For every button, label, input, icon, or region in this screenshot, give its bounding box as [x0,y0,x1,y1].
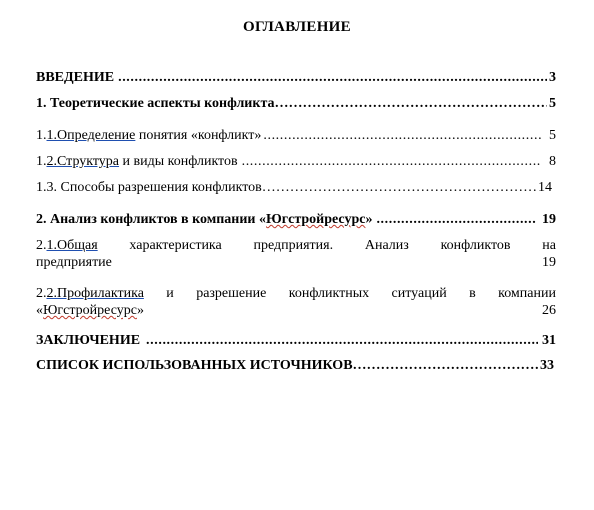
toc-entry-intro[interactable] [36,70,556,86]
company-name: Югстройресурс [266,212,366,227]
toc-page-number: 3 [549,70,556,85]
company-name: Югстройресурс [43,303,137,318]
toc-label: ЗАКЛЮЧЕНИЕ [36,333,141,348]
toc-entry-chapter-1[interactable] [36,96,556,112]
toc-link[interactable]: 2.Профилактика [46,286,144,301]
page-title: ОГЛАВЛЕНИЕ [243,19,351,35]
toc-leader [372,212,536,228]
toc-link[interactable]: 1.Общая [46,238,98,253]
toc-page-number: 31 [542,333,556,348]
toc-entry-1-2[interactable] [36,154,556,170]
toc-page-number: 19 [542,212,556,227]
toc-link[interactable]: 1.Определение [46,128,136,143]
toc-leader [275,96,548,112]
toc-label: 2. Анализ конфликтов в компании «Югстройресурс» [36,212,373,227]
toc-label-line-1: 2.2.Профилактика и разрешение конфликтных ситуаций в компании [36,286,556,301]
toc-leader [114,70,547,86]
toc-leader [262,180,536,196]
toc-page-number: 5 [549,96,556,111]
toc-label: 1.3. Способы разрешения конфликтов [36,180,262,195]
toc-page-number: 14 [538,180,552,195]
toc-page-number: 33 [540,358,554,373]
toc-leader [238,154,541,170]
toc-entry-2-2[interactable] [36,285,556,319]
toc-entry-1-3[interactable] [36,180,552,196]
toc-label: ВВЕДЕНИЕ [36,70,115,85]
toc-leader [353,358,538,374]
toc-link[interactable]: 2.Структура [46,154,120,169]
toc-page-number: 26 [542,303,556,318]
toc-entry-1-1[interactable] [36,128,556,144]
toc-entry-2-1[interactable] [36,237,556,271]
toc-leader [140,333,538,349]
toc-label: 1.2.Структура и виды конфликтов [36,154,238,169]
toc-entry-conclusion[interactable] [36,333,556,349]
toc-label-line-2: предприятие 19 [36,255,556,270]
toc-page-number: 19 [542,255,556,270]
toc-label-line-1: 2.1.Общая характеристика предприятия. Анализ конфликтов на [36,238,556,253]
toc-label-line-2: «Югстройресурс» 26 [36,303,556,318]
toc-label: 1.1.Определение понятия «конфликт» [36,128,262,143]
toc-page-number: 8 [549,154,556,169]
toc-label: СПИСОК ИСПОЛЬЗОВАННЫХ ИСТОЧНИКОВ [36,358,353,373]
toc-entry-chapter-2[interactable] [36,212,556,228]
toc-label: 1. Теоретические аспекты конфликта [36,96,275,111]
toc-leader [261,128,541,144]
toc-page-number: 5 [549,128,556,143]
toc-entry-sources[interactable] [36,358,554,374]
